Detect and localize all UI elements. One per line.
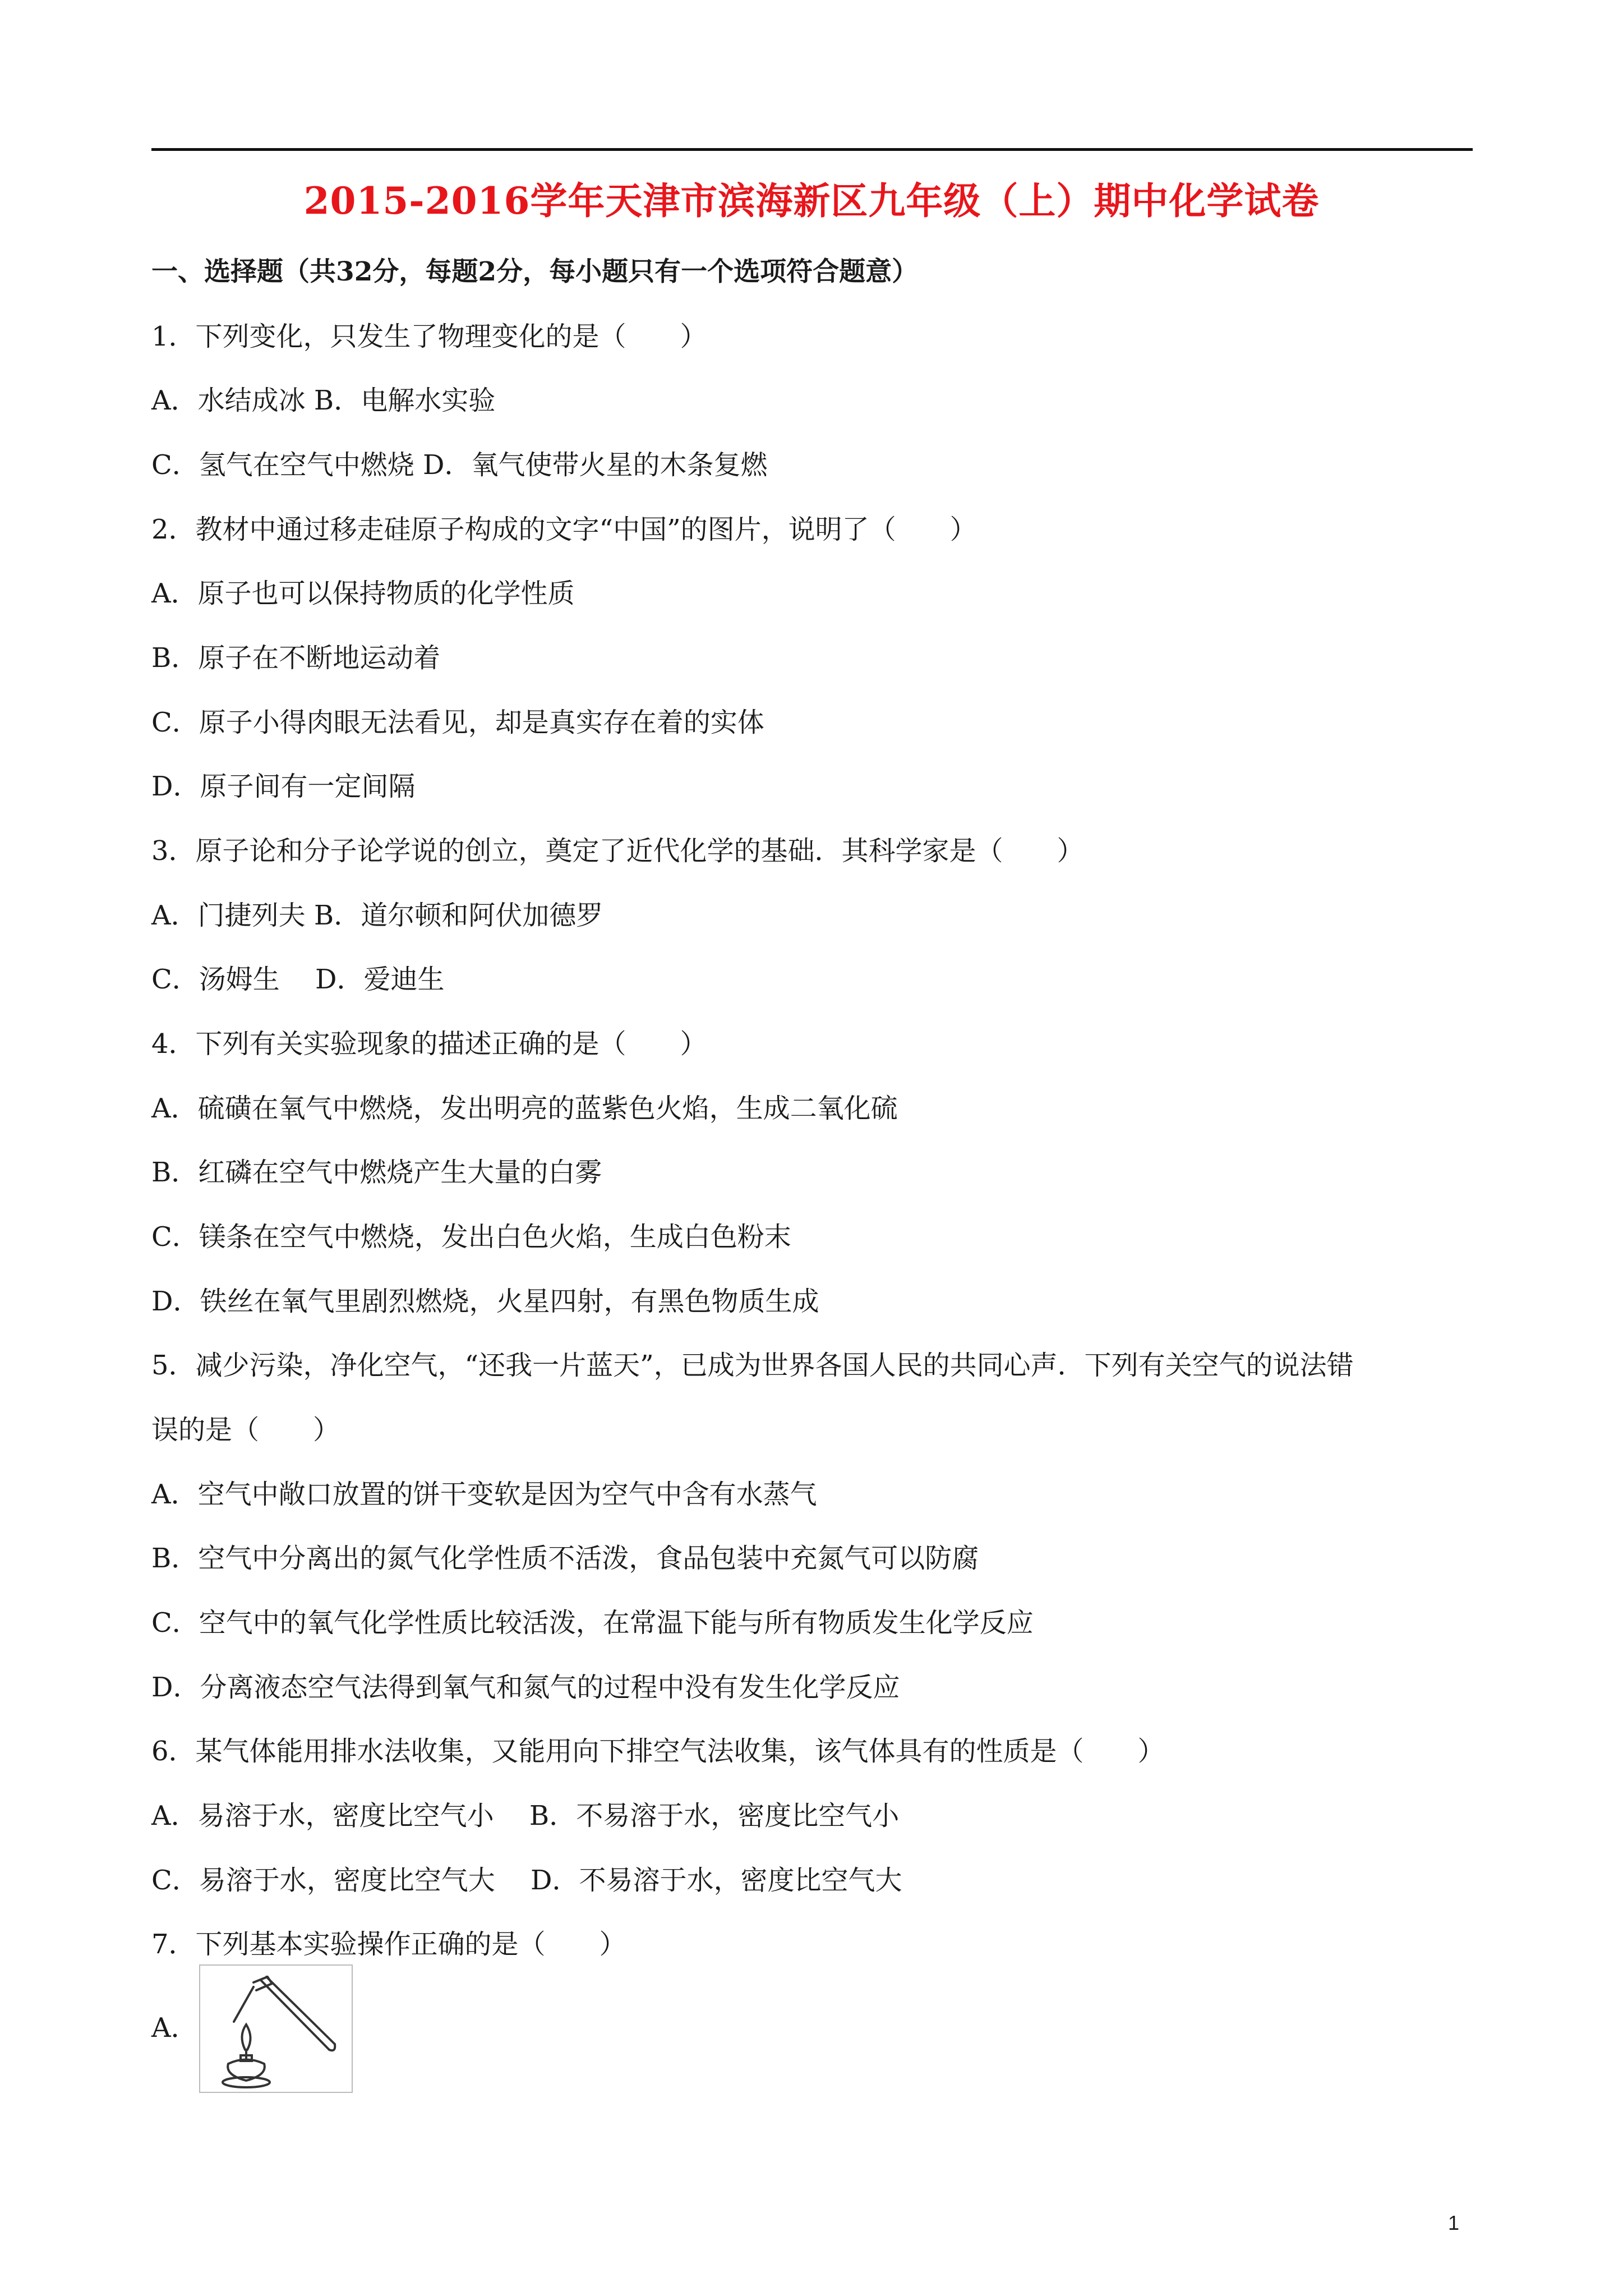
option-line: D．分离液态空气法得到氧气和氮气的过程中没有发生化学反应 [151, 1672, 900, 1703]
question-5-cont: 误的是（ ） [151, 1414, 340, 1446]
lab-apparatus-figure [199, 1964, 353, 2093]
section-heading: 一、选择题（共32分，每题2分，每小题只有一个选项符合题意） [151, 256, 919, 287]
option-line: D．原子间有一定间隔 [151, 771, 416, 802]
question-1: 1．下列变化，只发生了物理变化的是（ ） [151, 321, 707, 352]
question-5: 5．减少污染，净化空气，“还我一片蓝天”，已成为世界各国人民的共同心声．下列有关空气的说法错 [151, 1350, 1354, 1381]
option-line: A．空气中敞口放置的饼干变软是因为空气中含有水蒸气 [151, 1479, 817, 1510]
alcohol-lamp-heating-icon [200, 1966, 352, 2092]
header-rule [151, 148, 1473, 151]
option-line: C．易溶于水，密度比空气大 D．不易溶于水，密度比空气大 [151, 1865, 902, 1896]
option-line: A．硫磺在氧气中燃烧，发出明亮的蓝紫色火焰，生成二氧化硫 [151, 1093, 898, 1124]
question-4: 4．下列有关实验现象的描述正确的是（ ） [151, 1028, 707, 1060]
option-line: A．易溶于水，密度比空气小 B．不易溶于水，密度比空气小 [151, 1800, 900, 1832]
question-7: 7．下列基本实验操作正确的是（ ） [151, 1929, 626, 1960]
page-number: 1 [1448, 2211, 1460, 2234]
option-line: C．汤姆生 D．爱迪生 [151, 964, 445, 995]
option-line: A．水结成冰 B．电解水实验 [151, 385, 496, 416]
option-line: B．原子在不断地运动着 [151, 642, 441, 674]
option-a-label: A． [151, 2012, 198, 2044]
question-6: 6．某气体能用排水法收集，又能用向下排空气法收集，该气体具有的性质是（ ） [151, 1736, 1165, 1767]
option-line: B．红磷在空气中燃烧产生大量的白雾 [151, 1157, 602, 1188]
option-line: B．空气中分离出的氮气化学性质不活泼，食品包装中充氮气可以防腐 [151, 1543, 979, 1574]
option-line: C．原子小得肉眼无法看见，却是真实存在着的实体 [151, 707, 764, 738]
question-2: 2．教材中通过移走硅原子构成的文字“中国”的图片，说明了（ ） [151, 514, 977, 545]
option-line: A．原子也可以保持物质的化学性质 [151, 578, 575, 609]
option-line: C．氢气在空气中燃烧 D．氧气使带火星的木条复燃 [151, 449, 768, 481]
question-3: 3．原子论和分子论学说的创立，奠定了近代化学的基础．其科学家是（ ） [151, 835, 1084, 867]
option-line: D．铁丝在氧气里剧烈燃烧，火星四射，有黑色物质生成 [151, 1286, 819, 1317]
page-title: 2015-2016学年天津市滨海新区九年级（上）期中化学试卷 [303, 179, 1320, 223]
option-line: C．镁条在空气中燃烧，发出白色火焰，生成白色粉末 [151, 1221, 791, 1253]
option-line: A．门捷列夫 B．道尔顿和阿伏加德罗 [151, 900, 603, 931]
option-line: C．空气中的氧气化学性质比较活泼，在常温下能与所有物质发生化学反应 [151, 1607, 1034, 1639]
